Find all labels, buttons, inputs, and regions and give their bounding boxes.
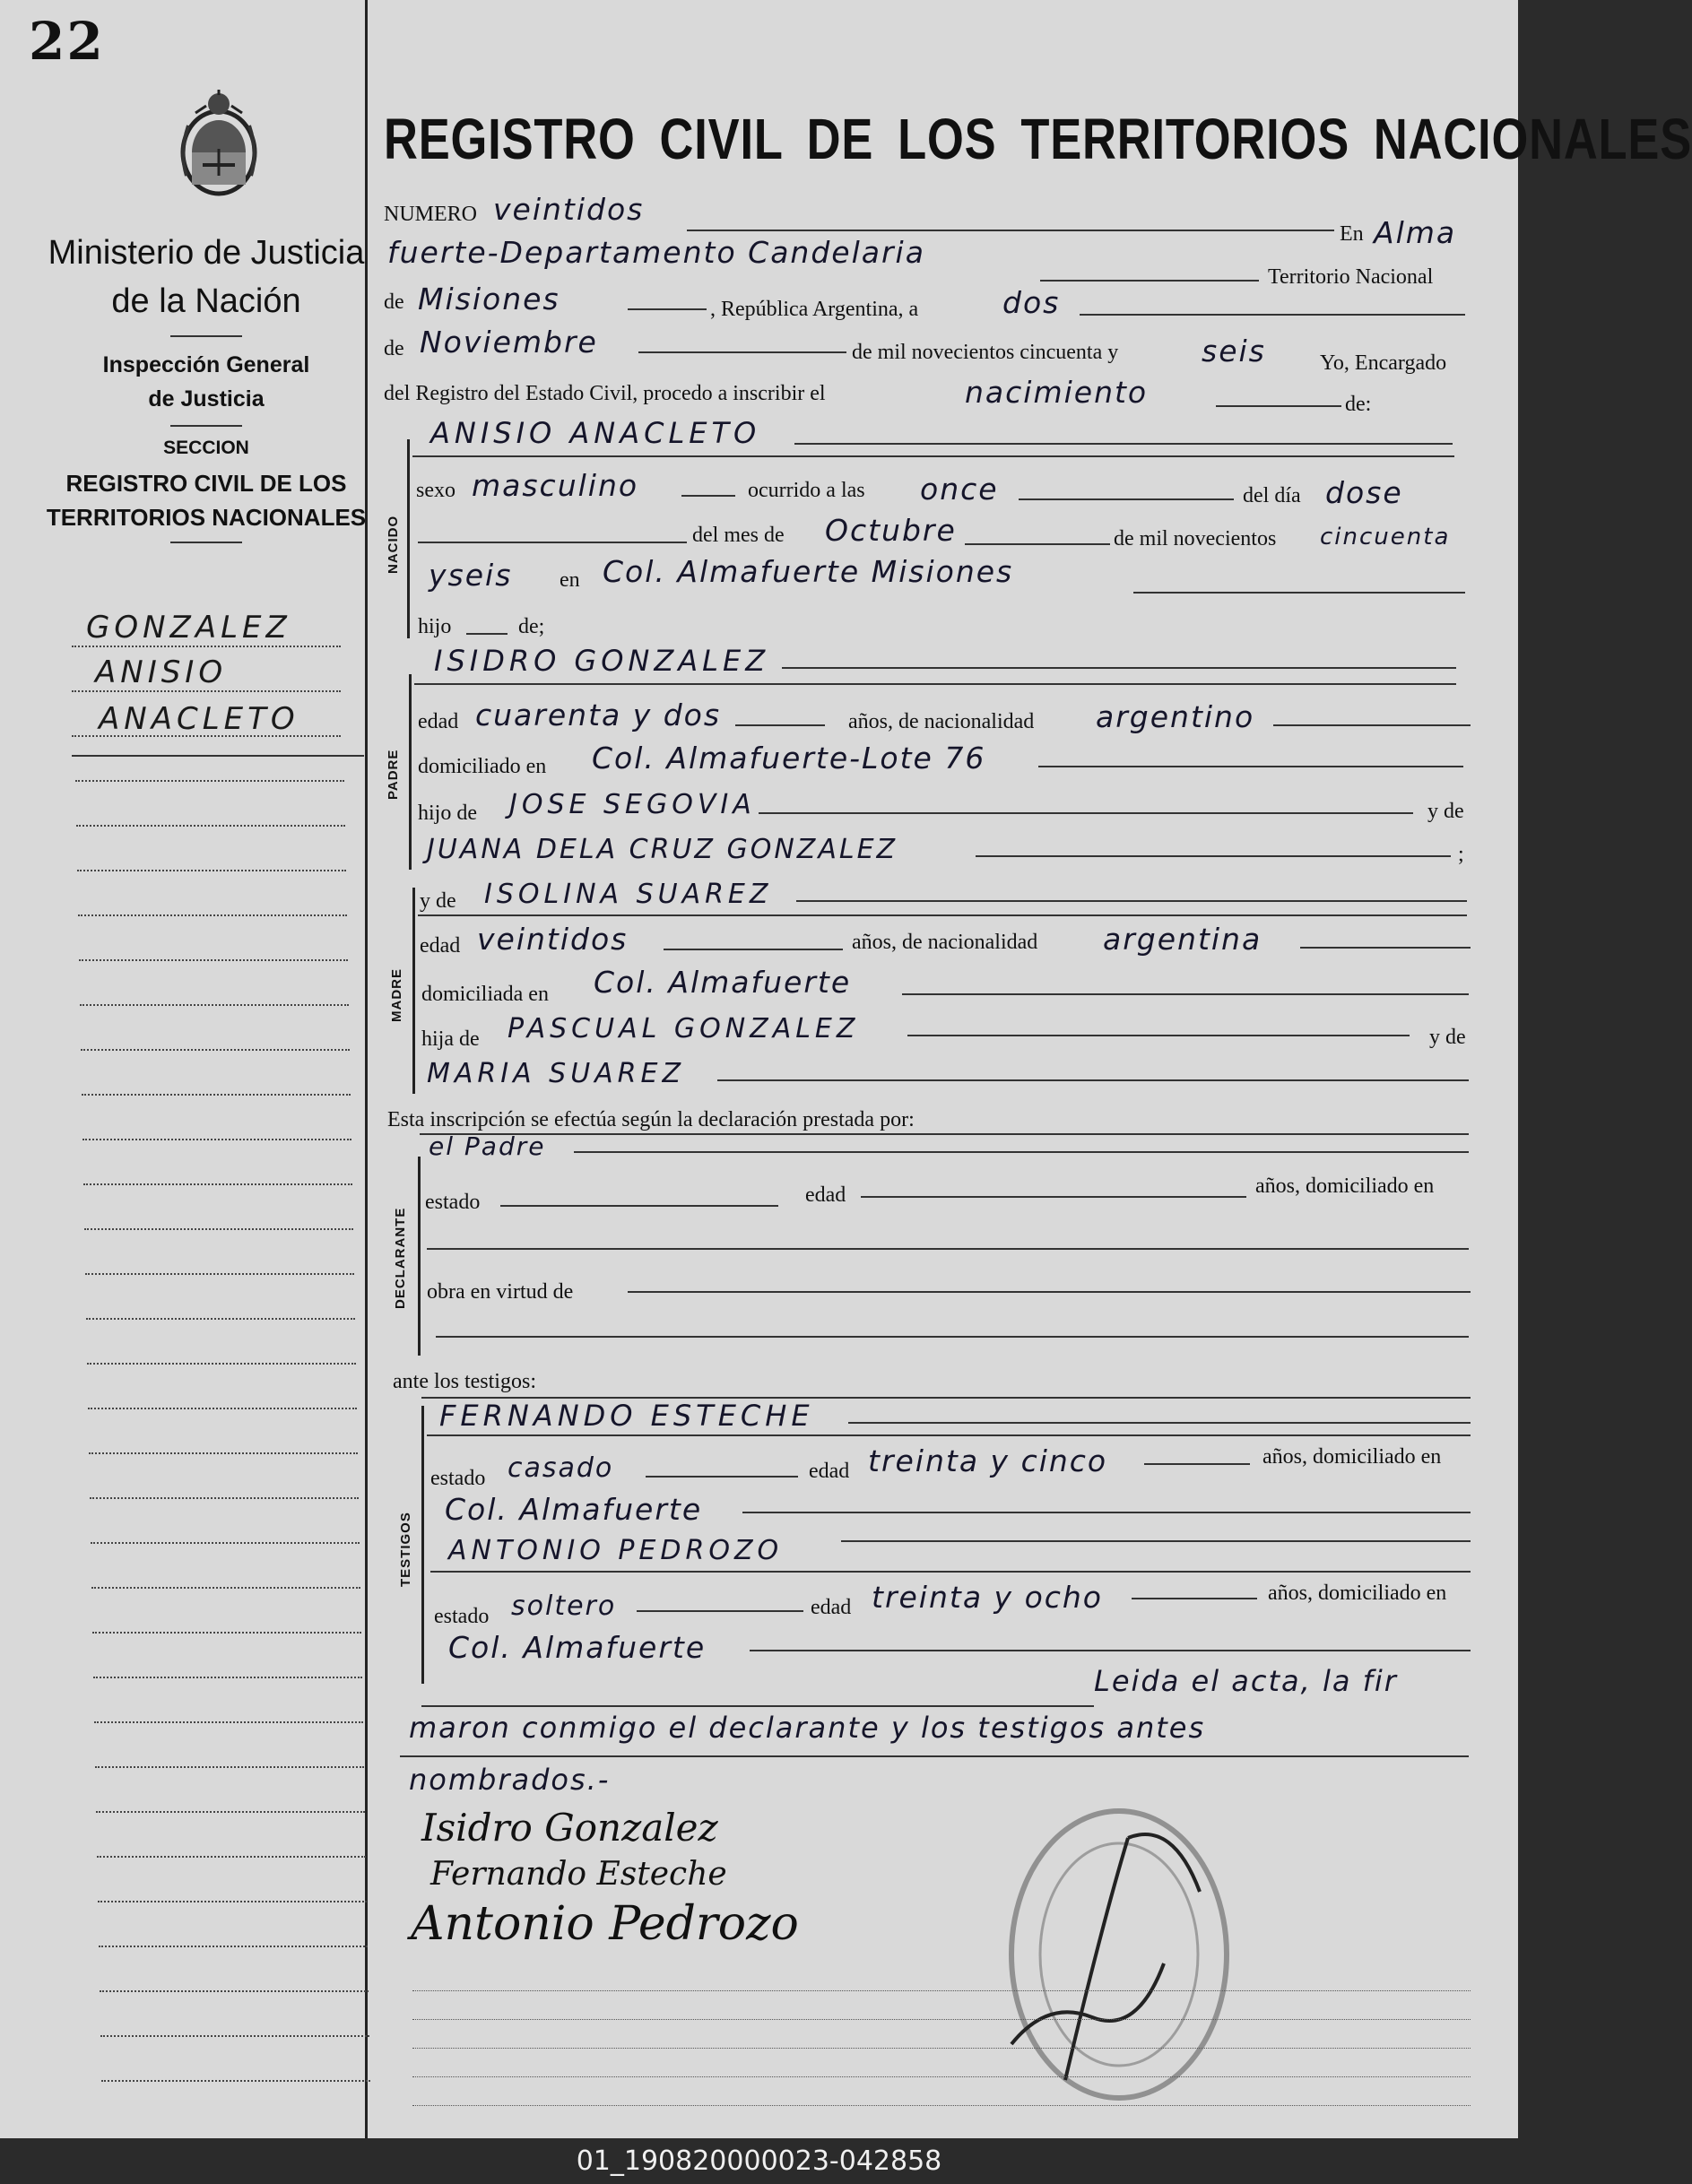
fill-line — [628, 1291, 1471, 1293]
mes-label: del mes de — [692, 524, 785, 547]
margin-dotted-line — [91, 1542, 360, 1545]
child-name: ANISIO ANACLETO — [430, 416, 761, 450]
section-name — [36, 466, 377, 534]
anio-value-a: cincuenta — [1320, 524, 1451, 550]
witness2-anios-label: años, domiciliado en — [1268, 1582, 1447, 1605]
fill-line — [574, 1151, 1469, 1153]
fill-line — [782, 667, 1456, 669]
witness1-estado-label: estado — [430, 1467, 486, 1490]
signature-area-line — [412, 2105, 1471, 2106]
witness2-estado-value: soltero — [511, 1590, 617, 1622]
margin-dotted-line — [100, 2035, 369, 2038]
madre-edad-label: edad — [420, 934, 461, 958]
nacido-bracket — [407, 439, 410, 638]
witness1-edad-value: treinta y cinco — [868, 1443, 1108, 1478]
signature-area-line — [412, 2019, 1471, 2020]
declarante-intro: Esta inscripción se efectúa según la declaración prestada por: — [387, 1108, 915, 1131]
margin-middle-name: ANACLETO — [99, 701, 299, 737]
margin-dotted-line — [83, 1183, 352, 1186]
fill-line — [681, 495, 735, 497]
inspection-name — [36, 348, 377, 416]
fill-line — [427, 1434, 1471, 1436]
en-label: En — [1340, 222, 1364, 246]
padre-hijo-label: hijo de — [418, 802, 477, 825]
hijo-de-label: de; — [518, 615, 545, 638]
fill-line — [976, 855, 1451, 857]
de-label-2: de — [384, 337, 404, 360]
testigos-section-label: TESTIGOS — [398, 1512, 413, 1587]
signature-father: Isidro Gonzalez — [421, 1806, 718, 1850]
fill-line — [638, 351, 846, 353]
lugar-value: Col. Almafuerte Misiones — [603, 554, 1014, 589]
margin-dotted-line — [100, 1990, 369, 1993]
margin-dotted-line — [82, 1094, 351, 1096]
padre-nacionalidad-value: argentino — [1096, 699, 1255, 734]
section-line-2: TERRITORIOS NACIONALES — [46, 504, 367, 531]
madre-nacionalidad-value: argentina — [1103, 922, 1262, 957]
margin-dotted-line — [76, 825, 345, 828]
madre-domicilio-value: Col. Almafuerte — [594, 965, 852, 1000]
inspection-line-1: Inspección General — [102, 352, 310, 377]
fill-line — [400, 1755, 1469, 1757]
anio-label: de mil novecientos — [1114, 527, 1277, 550]
lugar-en-label: en — [560, 568, 580, 592]
fill-line — [750, 1650, 1471, 1651]
fill-line — [1273, 724, 1471, 726]
nacido-section-label: NACIDO — [386, 515, 401, 574]
numero-value: veintidos — [493, 192, 645, 227]
padre-anios-label: años, de nacionalidad — [848, 710, 1035, 733]
signature-witness-2: Antonio Pedrozo — [411, 1897, 799, 1951]
fill-line — [628, 308, 707, 310]
margin-line — [72, 735, 341, 738]
coat-of-arms-seal — [176, 86, 262, 199]
sexo-label: sexo — [416, 479, 456, 502]
fill-line — [1133, 592, 1465, 594]
fill-line — [848, 1422, 1471, 1424]
republica-label: , República Argentina, a — [710, 298, 919, 321]
numero-label: NUMERO — [384, 203, 478, 226]
witness1-anios-label: años, domiciliado en — [1262, 1445, 1442, 1469]
padre-section-label: PADRE — [386, 749, 401, 800]
ministry-line-1: Ministerio de Justicia — [48, 234, 365, 272]
margin-dotted-line — [90, 1497, 359, 1500]
mother-name: ISOLINA SUAREZ — [484, 879, 773, 910]
fill-line — [1038, 766, 1463, 767]
maternal-grandfather: PASCUAL GONZALEZ — [508, 1013, 860, 1044]
witness2-domicilio: Col. Almafuerte — [448, 1630, 707, 1665]
fill-line — [1040, 280, 1259, 282]
padre-yde-label: y de — [1427, 800, 1464, 823]
declarante-value: el Padre — [429, 1131, 546, 1161]
declarante-anios-label: años, domiciliado en — [1255, 1174, 1435, 1198]
register-title: REGISTRO CIVIL DE LOS TERRITORIOS NACIONALES — [384, 107, 1692, 171]
witness2-estado-label: estado — [434, 1605, 490, 1628]
margin-dotted-line — [78, 914, 347, 917]
witness1-domicilio: Col. Almafuerte — [445, 1492, 703, 1527]
fill-line — [637, 1610, 803, 1612]
margin-surname: GONZALEZ — [86, 610, 291, 646]
fill-line — [414, 683, 1456, 685]
fill-line — [861, 1196, 1246, 1198]
margin-dotted-line — [98, 1901, 367, 1903]
margin-dotted-line — [86, 1318, 355, 1321]
hora-value: once — [920, 472, 999, 507]
madre-bracket — [412, 888, 415, 1094]
margin-dotted-line — [77, 870, 346, 872]
fill-line — [902, 993, 1469, 995]
declarante-estado-label: estado — [425, 1191, 481, 1214]
witness2-name: ANTONIO PEDROZO — [448, 1535, 784, 1566]
signature-area-line — [412, 1990, 1471, 1991]
encargado-label: Yo, Encargado — [1320, 351, 1447, 375]
witness1-estado-value: casado — [508, 1452, 614, 1484]
separator — [170, 335, 242, 337]
margin-dotted-line — [75, 780, 344, 783]
act-type-value: nacimiento — [965, 375, 1149, 410]
dia-value: dose — [1325, 475, 1403, 510]
fill-line — [412, 455, 1454, 457]
margin-dotted-line — [101, 2080, 370, 2083]
fill-line — [420, 1133, 1469, 1135]
witness1-edad-label: edad — [809, 1460, 850, 1483]
fill-line — [1216, 405, 1341, 407]
margin-dotted-line — [88, 1408, 357, 1410]
margin-dotted-line — [87, 1363, 356, 1365]
testigos-bracket — [421, 1406, 424, 1684]
official-stamp — [994, 1784, 1245, 2125]
ministry-line-2: de la Nación — [111, 282, 301, 320]
fill-line — [717, 1079, 1469, 1081]
place-part-a: Alma — [1374, 215, 1457, 250]
margin-dotted-line — [89, 1452, 358, 1455]
margin-dotted-line — [93, 1677, 362, 1679]
fill-line — [1019, 498, 1234, 500]
margin-rule — [72, 755, 364, 757]
witness2-edad-label: edad — [811, 1596, 852, 1619]
madre-edad-value: veintidos — [477, 922, 629, 957]
fill-line — [1132, 1598, 1257, 1599]
madre-hija-label: hija de — [421, 1027, 480, 1051]
closing-line-1: Leida el acta, la fir — [1094, 1664, 1398, 1698]
margin-dotted-line — [81, 1049, 350, 1052]
sexo-value: masculino — [472, 468, 639, 503]
declarante-edad-label: edad — [805, 1183, 846, 1207]
fill-line — [418, 542, 687, 543]
margin-dotted-line — [84, 1228, 353, 1231]
section-label: SECCION — [163, 438, 249, 458]
declarante-section-label: DECLARANTE — [393, 1207, 408, 1309]
fill-line — [796, 900, 1467, 902]
fill-line — [1144, 1463, 1250, 1465]
month-value: Noviembre — [420, 325, 598, 360]
year-value: seis — [1202, 334, 1266, 368]
testigos-intro: ante los testigos: — [393, 1370, 536, 1393]
maternal-grandmother: MARIA SUAREZ — [427, 1058, 686, 1089]
witness2-edad-value: treinta y ocho — [872, 1580, 1104, 1615]
margin-dotted-line — [85, 1273, 354, 1276]
fill-line — [841, 1540, 1471, 1542]
section-line-1: REGISTRO CIVIL DE LOS — [65, 470, 347, 497]
closing-line-3: nombrados.- — [409, 1763, 611, 1797]
margin-dotted-line — [97, 1856, 366, 1859]
page-number: 22 — [29, 11, 105, 72]
fill-line — [735, 724, 825, 726]
fill-line — [742, 1512, 1471, 1513]
margin-dotted-line — [91, 1587, 360, 1590]
margin-dotted-line — [96, 1811, 365, 1814]
paternal-grandfather: JOSE SEGOVIA — [509, 789, 756, 820]
padre-domicilio-value: Col. Almafuerte-Lote 76 — [592, 741, 986, 776]
fill-line — [500, 1205, 778, 1207]
signature-witness-1: Fernando Esteche — [430, 1856, 727, 1893]
de-colon-label: de: — [1345, 393, 1372, 416]
madre-anios-label: años, de nacionalidad — [852, 931, 1038, 954]
separator — [170, 425, 242, 427]
margin-dotted-line — [92, 1632, 361, 1634]
paternal-grandmother: JUANA DELA CRUZ GONZALEZ — [427, 834, 898, 865]
fill-line — [907, 1035, 1410, 1036]
padre-edad-value: cuarenta y dos — [475, 698, 722, 732]
fill-line — [646, 1476, 798, 1478]
fill-line — [436, 1336, 1469, 1338]
mes-value: Octubre — [825, 513, 957, 548]
territorio-label: Territorio Nacional — [1268, 265, 1434, 289]
dia-label: del día — [1243, 484, 1301, 507]
ocurrido-label: ocurrido a las — [748, 479, 865, 502]
fill-line — [427, 1248, 1469, 1250]
madre-yde-label: y de — [420, 889, 456, 913]
padre-domicilio-label: domiciliado en — [418, 755, 547, 778]
margin-dotted-line — [95, 1766, 364, 1769]
margin-line — [72, 646, 341, 648]
margin-dotted-line — [99, 1946, 368, 1948]
fill-line — [1080, 314, 1465, 316]
margin-dotted-line — [80, 1004, 349, 1007]
fill-line — [794, 443, 1453, 445]
declarante-obra-label: obra en virtud de — [427, 1280, 574, 1304]
image-id-footer: 01_190820000023-042858 — [0, 2138, 1518, 2184]
margin-line — [72, 690, 341, 693]
witness1-name: FERNANDO ESTECHE — [439, 1399, 814, 1433]
margin-dotted-line — [94, 1721, 363, 1724]
anio-value-b: yseis — [429, 558, 513, 593]
fill-line — [759, 812, 1413, 814]
fill-line — [1300, 947, 1471, 949]
declarante-bracket — [418, 1157, 421, 1356]
day-value: dos — [1002, 285, 1061, 320]
separator — [170, 542, 242, 543]
hijo-label: hijo — [418, 615, 452, 638]
de-label: de — [384, 290, 404, 314]
margin-dotted-line — [82, 1139, 351, 1141]
ministry-name — [36, 229, 377, 325]
signature-area-line — [412, 2048, 1471, 2049]
padre-semicolon: ; — [1458, 843, 1464, 866]
fill-line — [430, 1571, 1471, 1573]
fill-line — [418, 914, 1467, 916]
fill-line — [421, 1705, 1094, 1707]
fill-line — [687, 230, 1334, 231]
padre-edad-label: edad — [418, 710, 459, 733]
padre-bracket — [409, 674, 412, 870]
fill-line — [965, 543, 1110, 545]
madre-domicilio-label: domiciliada en — [421, 983, 549, 1006]
fill-line — [664, 949, 843, 950]
registro-label: del Registro del Estado Civil, procedo a inscribir el — [384, 382, 826, 405]
year-label: de mil novecientos cincuenta y — [852, 341, 1119, 364]
signature-area-line — [412, 2076, 1471, 2077]
madre-section-label: MADRE — [389, 968, 404, 1022]
inspection-line-2: de Justicia — [148, 386, 265, 412]
margin-dotted-line — [79, 959, 348, 962]
father-name: ISIDRO GONZALEZ — [434, 644, 770, 678]
territory-value: Misiones — [418, 282, 560, 316]
place-part-b: fuerte-Departamento Candelaria — [387, 235, 925, 270]
closing-line-2: maron conmigo el declarante y los testigos antes — [409, 1711, 1206, 1745]
fill-line — [466, 633, 508, 635]
margin-first-name: ANISIO — [95, 654, 228, 690]
madre-yde-label-2: y de — [1429, 1026, 1466, 1049]
